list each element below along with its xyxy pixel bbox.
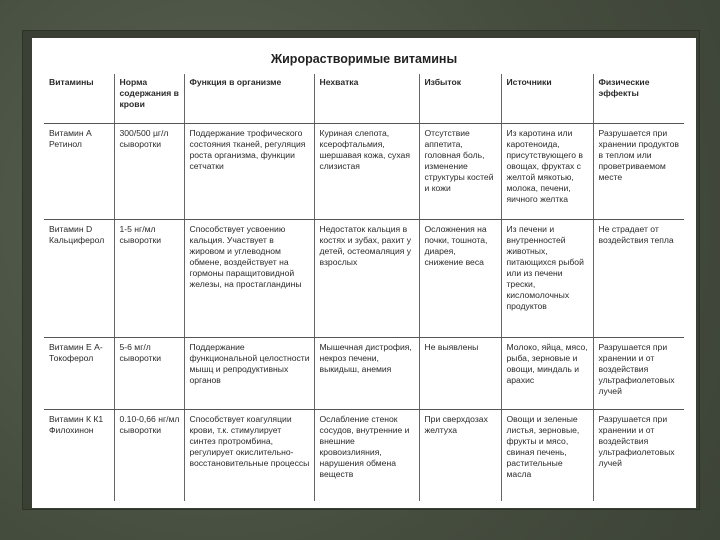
cell-norm: 1-5 нг/мл сыворотки xyxy=(114,220,184,338)
cell-physical-effects: Разрушается при хранении продуктов в теплом или проветриваемом месте xyxy=(593,124,684,220)
cell-vitamin: Витамин D Кальциферол xyxy=(44,220,114,338)
cell-deficiency: Недостаток кальция в костях и зубах, рахит у детей, остеомаляция у взрослых xyxy=(314,220,419,338)
vitamins-table xyxy=(44,74,684,501)
cell-norm: 5-6 мг/л сыворотки xyxy=(114,338,184,410)
cell-vitamin: Витамин Е А-Токоферол xyxy=(44,338,114,410)
cell-excess: При сверхдозах желтуха xyxy=(419,410,501,502)
cell-sources: Из печени и внутренностей животных, питающихся рыбой или из печени трески, кисломолочных продуктов xyxy=(501,220,593,338)
cell-function: Поддержание функциональной целостности мышц и репродуктивных органов xyxy=(184,338,314,410)
cell-function: Поддержание трофического состояния тканей, регуляция роста организма, функции сетчатки xyxy=(184,124,314,220)
header-sources: Источники xyxy=(501,74,593,124)
cell-vitamin: Витамин К К1 Филохинон xyxy=(49,414,104,435)
cell-deficiency: Куриная слепота, ксерофтальмия, шершавая кожа, сухая слизистая xyxy=(314,124,419,220)
header-vitamins: Витамины xyxy=(44,74,114,124)
header-norm: Норма содержания в крови xyxy=(114,74,184,124)
header-physical-effects: Физические эффекты xyxy=(593,74,684,124)
table-header-row xyxy=(44,74,684,124)
cell-sources: Из каротина или каротеноида, присутствующего в овощах, фруктах с желтой мякотью, молока, печени, яичного желтка xyxy=(501,124,593,220)
cell-sources: Молоко, яйца, мясо, рыба, зерновые и овощи, миндаль и арахис xyxy=(501,338,593,410)
header-excess: Избыток xyxy=(419,74,501,124)
cell-excess: Не выявлены xyxy=(419,338,501,410)
table-row xyxy=(44,410,684,502)
cell-norm: 300/500 µг/л сыворотки xyxy=(114,124,184,220)
cell-function: Способствует усвоению кальция. Участвует в жировом и углеводном обмене, воздействует на гормоны паращитовидной железы, на простагландины xyxy=(184,220,314,338)
table-row xyxy=(44,220,684,338)
cell-physical-effects: Разрушается при хранении и от воздействия ультрафиолетовых лучей xyxy=(593,410,684,502)
cell-excess: Отсутствие аппетита, головная боль, изменение структуры костей и кожи xyxy=(419,124,501,220)
cell-deficiency: Мышечная дистрофия, некроз печени, выкидыш, анемия xyxy=(314,338,419,410)
table-row xyxy=(44,338,684,410)
cell-sources: Овощи и зеленые листья, зерновые, фрукты и мясо, свиная печень, растительные масла xyxy=(501,410,593,502)
cell-norm: 0.10-0,66 нг/мл сыворотки xyxy=(114,410,184,502)
cell-function: Способствует коагуляции крови, т.к. стимулирует синтез протромбина, регулирует окислительно-восстановительные процессы xyxy=(184,410,314,502)
document-page xyxy=(32,38,696,508)
cell-excess: Осложнения на почки, тошнота, диарея, снижение веса xyxy=(419,220,501,338)
cell-physical-effects: Не страдает от воздействия тепла xyxy=(593,220,684,338)
cell-physical-effects: Разрушается при хранении и от воздействия ультрафиолетовых лучей xyxy=(593,338,684,410)
header-deficiency: Нехватка xyxy=(314,74,419,124)
cell-vitamin: Витамин А Ретинол xyxy=(44,124,114,220)
header-function: Функция в организме xyxy=(184,74,314,124)
page-title: Жирорастворимые витамины xyxy=(270,52,458,66)
table-row xyxy=(44,124,684,220)
cell-deficiency: Ослабление стенок сосудов, внутренние и внешние кровоизлияния, нарушения обмена веществ xyxy=(314,410,419,502)
